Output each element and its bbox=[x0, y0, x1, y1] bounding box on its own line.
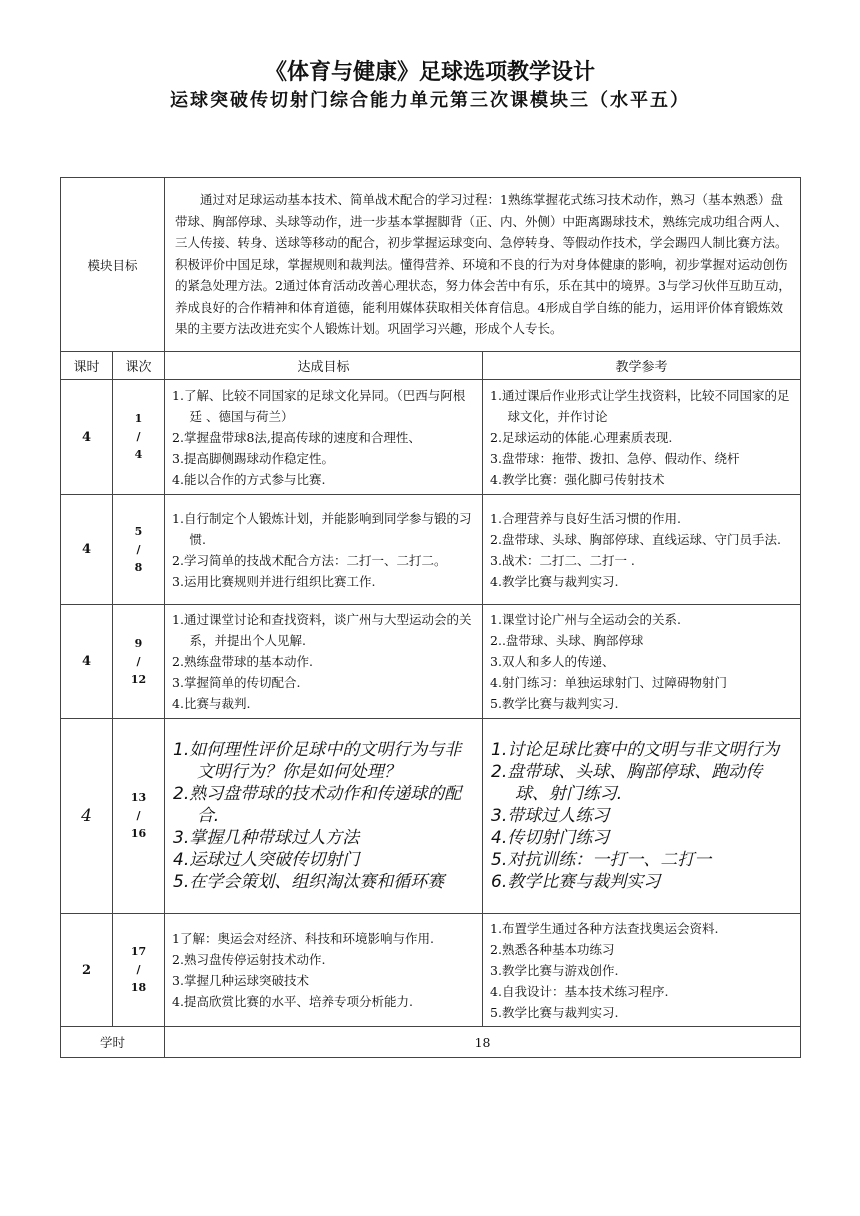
goal-item: 2.学习简单的技战术配合方法：二打一、二打二。 bbox=[172, 552, 447, 568]
goal-item: 5.在学会策划、组织淘汰赛和循环赛 bbox=[173, 872, 445, 892]
goal-item: 2.熟习盘带球的技术动作和传递球的配合. bbox=[173, 784, 462, 826]
reference-item: 3.双人和多人的传递、 bbox=[490, 654, 615, 669]
session-end: 12 bbox=[130, 672, 147, 686]
goal-item: 3.运用比赛规则并进行组织比赛工作. bbox=[172, 573, 376, 589]
reference-item: 2.盘带球、头球、胸部停球、直线运球、守门员手法. bbox=[490, 531, 781, 547]
table-row bbox=[61, 380, 801, 495]
reference-item: 4.射门练习：单独运球射门、过障碍物射门 bbox=[490, 675, 727, 690]
reference-item: 4.教学比赛与裁判实习. bbox=[490, 573, 619, 589]
table-row bbox=[61, 719, 801, 914]
row-hours: 4 bbox=[61, 380, 113, 495]
goal-item: 1.通过课堂讨论和查找资料，谈广州与大型运动会的关系，并提出个人见解. bbox=[172, 612, 472, 648]
reference-item: 2.足球运动的体能.心理素质表现. bbox=[490, 429, 673, 445]
row-reference bbox=[483, 605, 801, 719]
goal-item: 1.自行制定个人锻炼计划，并能影响到同学参与锻的习惯. bbox=[172, 510, 472, 547]
row-reference bbox=[483, 719, 801, 914]
reference-item: 3.战术：二打二、二打一 . bbox=[490, 552, 635, 568]
header-reference: 教学参考 bbox=[483, 352, 801, 380]
module-goal-text: 通过对足球运动基本技术、简单战术配合的学习过程：1熟练掌握花式练习技术动作，熟习（基本熟悉）盘带球、胸部停球、头球等动作，进一步基本掌握脚背（正、内、外侧）中距离踢球技术，熟练完成功组合两人、三人传接、转身、送球等移动的配合，初步掌握运球变向、急停转身、等假动作技术，学会踢四人制比赛方法。积极评价中国足球，掌握规则和裁判法。懂得营养、环境和不良的行为对身体健康的影响，初步掌握对运动创伤的紧急处理方法。2通过体育活动改善心理状态，努力体会苦中有乐，乐在其中的境界。3与学习伙伴互助互动，养成良好的合作精神和体育道德，能利用媒体获取相关体育信息。4形成自学自练的能力，运用评价体育锻炼效果的主要方法改进充实个人锻炼计划。巩固学习兴趣，形成个人专长。 bbox=[165, 178, 801, 352]
header-goals: 达成目标 bbox=[165, 352, 483, 380]
row-session bbox=[113, 495, 165, 605]
goal-item: 3.掌握几种运球突破技术 bbox=[172, 973, 309, 988]
session-start: 13 bbox=[130, 791, 147, 804]
row-hours: 4 bbox=[61, 719, 113, 914]
goal-item: 1.如何理性评价足球中的文明行为与非文明行为？你是如何处理？ bbox=[173, 740, 462, 782]
session-slash: / bbox=[136, 430, 141, 443]
reference-item: 1.课堂讨论广州与全运动会的关系. bbox=[490, 612, 681, 627]
goal-item: 4.提高欣赏比赛的水平、培养专项分析能力. bbox=[172, 994, 413, 1009]
goal-item: 2.熟练盘带球的基本动作. bbox=[172, 654, 313, 669]
table-row bbox=[61, 495, 801, 605]
goal-item: 2.熟习盘传停运射技术动作. bbox=[172, 952, 326, 967]
row-goals bbox=[165, 914, 483, 1027]
reference-item: 1.合理营养与良好生活习惯的作用. bbox=[490, 510, 681, 526]
module-goal-label: 模块目标 bbox=[61, 178, 165, 352]
session-slash: / bbox=[136, 963, 141, 976]
session-end: 16 bbox=[130, 827, 147, 840]
table-row bbox=[61, 605, 801, 719]
session-slash: / bbox=[136, 542, 141, 556]
session-slash: / bbox=[136, 809, 141, 822]
row-hours: 2 bbox=[61, 914, 113, 1027]
reference-item: 5.教学比赛与裁判实习. bbox=[490, 696, 619, 711]
row-reference bbox=[483, 495, 801, 605]
goal-item: 1.了解、比较不同国家的足球文化异同。（巴西与阿根廷 、德国与荷兰） bbox=[172, 387, 466, 424]
row-goals bbox=[165, 380, 483, 495]
total-row bbox=[61, 1027, 801, 1058]
session-start: 5 bbox=[134, 524, 143, 538]
reference-item: 6.教学比赛与裁判实习 bbox=[491, 872, 661, 892]
goal-item: 3.掌握几种带球过人方法 bbox=[173, 828, 360, 848]
session-start: 17 bbox=[130, 945, 147, 958]
goal-item: 3.掌握简单的传切配合. bbox=[172, 675, 301, 690]
total-value: 18 bbox=[165, 1027, 801, 1058]
row-hours: 4 bbox=[61, 495, 113, 605]
row-goals bbox=[165, 719, 483, 914]
goal-item: 1了解：奥运会对经济、科技和环境影响与作用. bbox=[172, 931, 434, 946]
total-label: 学时 bbox=[61, 1027, 165, 1058]
goal-item: 2.掌握盘带球8法,提高传球的速度和合理性、 bbox=[172, 429, 421, 445]
session-end: 8 bbox=[134, 560, 143, 574]
row-goals bbox=[165, 495, 483, 605]
reference-item: 2.盘带球、头球、胸部停球、跑动传球、射门练习. bbox=[491, 762, 763, 804]
reference-item: 5.对抗训练：一打一、二打一 bbox=[491, 850, 712, 870]
reference-item: 2..盘带球、头球、胸部停球 bbox=[490, 633, 644, 648]
reference-item: 4.自我设计：基本技术练习程序. bbox=[490, 983, 669, 999]
row-session bbox=[113, 914, 165, 1027]
reference-item: 3.带球过人练习 bbox=[491, 806, 610, 826]
reference-item: 1.通过课后作业形式让学生找资料，比较不同国家的足球文化，并作讨论 bbox=[490, 387, 790, 424]
row-reference bbox=[483, 914, 801, 1027]
goal-item: 4.比赛与裁判. bbox=[172, 696, 251, 711]
reference-item: 5.教学比赛与裁判实习. bbox=[490, 1004, 619, 1020]
row-session bbox=[113, 605, 165, 719]
row-hours: 4 bbox=[61, 605, 113, 719]
row-goals bbox=[165, 605, 483, 719]
row-session bbox=[113, 380, 165, 495]
table-header-row bbox=[61, 352, 801, 380]
reference-item: 4.教学比赛：强化脚弓传射技术 bbox=[490, 471, 665, 487]
lesson-plan-table bbox=[60, 177, 801, 1058]
session-start: 1 bbox=[134, 412, 143, 425]
page-subtitle: 运球突破传切射门综合能力单元第三次课模块三（水平五） bbox=[170, 90, 690, 111]
row-session bbox=[113, 719, 165, 914]
reference-item: 3.盘带球：拖带、拨扣、急停、假动作、绕杆 bbox=[490, 450, 740, 466]
goal-item: 4.运球过人突破传切射门 bbox=[173, 850, 360, 870]
table-row bbox=[61, 914, 801, 1027]
reference-item: 3.教学比赛与游戏创作. bbox=[490, 962, 619, 978]
row-reference bbox=[483, 380, 801, 495]
page-title: 《体育与健康》足球选项教学设计 bbox=[264, 60, 595, 85]
goal-item: 3.提高脚侧踢球动作稳定性。 bbox=[172, 450, 334, 466]
header-hours: 课时 bbox=[61, 352, 113, 380]
reference-item: 1.布置学生通过各种方法查找奥运会资料. bbox=[490, 920, 719, 936]
header-session: 课次 bbox=[113, 352, 165, 380]
module-goal-row bbox=[61, 178, 801, 352]
goal-item: 4.能以合作的方式参与比赛. bbox=[172, 471, 326, 487]
session-start: 9 bbox=[134, 636, 143, 650]
session-end: 4 bbox=[134, 448, 143, 461]
reference-item: 4.传切射门练习 bbox=[491, 828, 610, 848]
session-end: 18 bbox=[130, 981, 147, 994]
reference-item: 2.熟悉各种基本功练习 bbox=[490, 941, 615, 957]
reference-item: 1.讨论足球比赛中的文明与非文明行为 bbox=[491, 740, 780, 760]
session-slash: / bbox=[136, 654, 141, 668]
